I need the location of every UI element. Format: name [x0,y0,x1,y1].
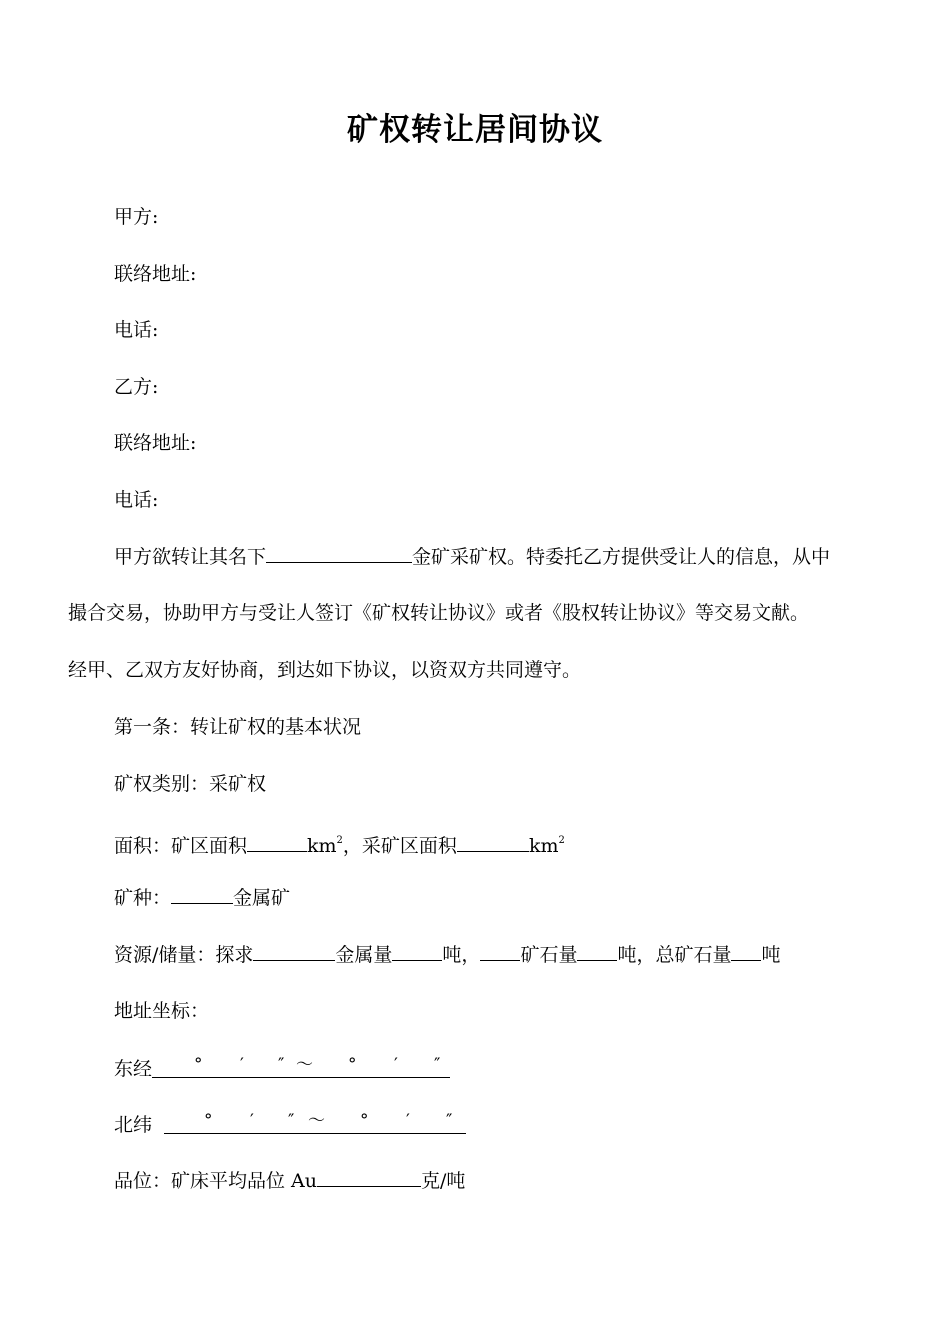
resource-ton-1: 吨， [442,944,481,966]
east-longitude-field[interactable] [152,1055,450,1078]
intro-text-2: 金矿采矿权。特委托乙方提供受让人的信息，从中 [412,546,831,568]
north-min-1: ′ [250,1111,254,1131]
page-title: 矿权转让居间协议 [347,112,603,148]
area-label: 面积：矿区面积 [114,835,248,857]
east-sec-2: ″ [434,1055,441,1075]
ore-amount-blank[interactable] [577,942,617,961]
coords-label: 地址坐标： [114,1000,210,1022]
mining-right-category: 矿权类别：采矿权 [114,773,267,795]
party-a-label: 甲方: [114,206,159,228]
party-b-address-label: 联络地址: [114,432,197,454]
grade-line [114,1168,465,1193]
east-label: 东经 [114,1058,153,1080]
resource-label: 资源/储量：探求 [114,944,254,966]
east-min-1: ′ [240,1055,244,1075]
mine-area-blank[interactable] [247,833,307,852]
article-1-heading: 第一条：转让矿权的基本状况 [114,716,362,738]
resource-metal-label: 金属量 [335,944,393,966]
east-sec-1: ″ [278,1055,285,1075]
east-deg-2: ° [348,1055,357,1075]
area-separator: ，采矿区面积 [342,835,457,857]
metal-amount-blank[interactable] [392,942,442,961]
intro-line-1 [114,544,830,569]
party-b-phone-label: 电话: [114,489,159,511]
resource-explored-blank[interactable] [253,942,335,961]
north-latitude-field[interactable] [164,1111,466,1134]
area-sup-2: 2 [558,835,565,846]
resource-ton-3: 吨 [761,944,781,966]
mine-name-blank[interactable] [266,544,412,563]
north-latitude-line [114,1111,466,1137]
party-b-label: 乙方: [114,376,159,398]
grade-label: 品位：矿床平均品位 Au [114,1170,317,1192]
resource-ore-label: 矿石量 [520,944,578,966]
north-sec-1: ″ [288,1111,295,1131]
intro-line-2: 撮合交易，协助甲方与受让人签订《矿权转让协议》或者《股权转让协议》等交易文献。 [68,602,810,624]
mineral-label: 矿种： [114,887,172,909]
mineral-suffix: 金属矿 [233,887,291,909]
mineral-blank[interactable] [171,885,233,904]
area-unit-2: km [528,835,559,857]
area-line [114,829,565,858]
north-tilde: ～ [308,1111,326,1131]
intro-line-3: 经甲、乙双方友好协商，到达如下协议，以资双方共同遵守。 [68,659,582,681]
grade-unit: 克/吨 [421,1170,466,1192]
intro-text-1: 甲方欲转让其名下 [114,546,267,568]
north-label: 北纬 [114,1114,153,1136]
party-a-phone-label: 电话: [114,319,159,341]
east-tilde: ～ [296,1055,314,1075]
east-min-2: ′ [394,1055,398,1075]
north-sec-2: ″ [446,1111,453,1131]
ore-type-blank[interactable] [480,942,520,961]
north-deg-1: ° [204,1111,213,1131]
mining-area-blank[interactable] [457,833,529,852]
area-unit-1: km [307,835,337,857]
area-sup-1: 2 [336,835,343,846]
north-deg-2: ° [360,1111,369,1131]
east-deg-1: ° [194,1055,203,1075]
total-ore-blank[interactable] [731,942,761,961]
mineral-line [114,885,290,910]
grade-blank[interactable] [317,1168,421,1187]
north-min-2: ′ [406,1111,410,1131]
party-a-address-label: 联络地址: [114,263,197,285]
resource-ton-2: 吨，总矿石量 [617,944,732,966]
east-longitude-line [114,1055,450,1081]
resource-line [114,942,780,967]
